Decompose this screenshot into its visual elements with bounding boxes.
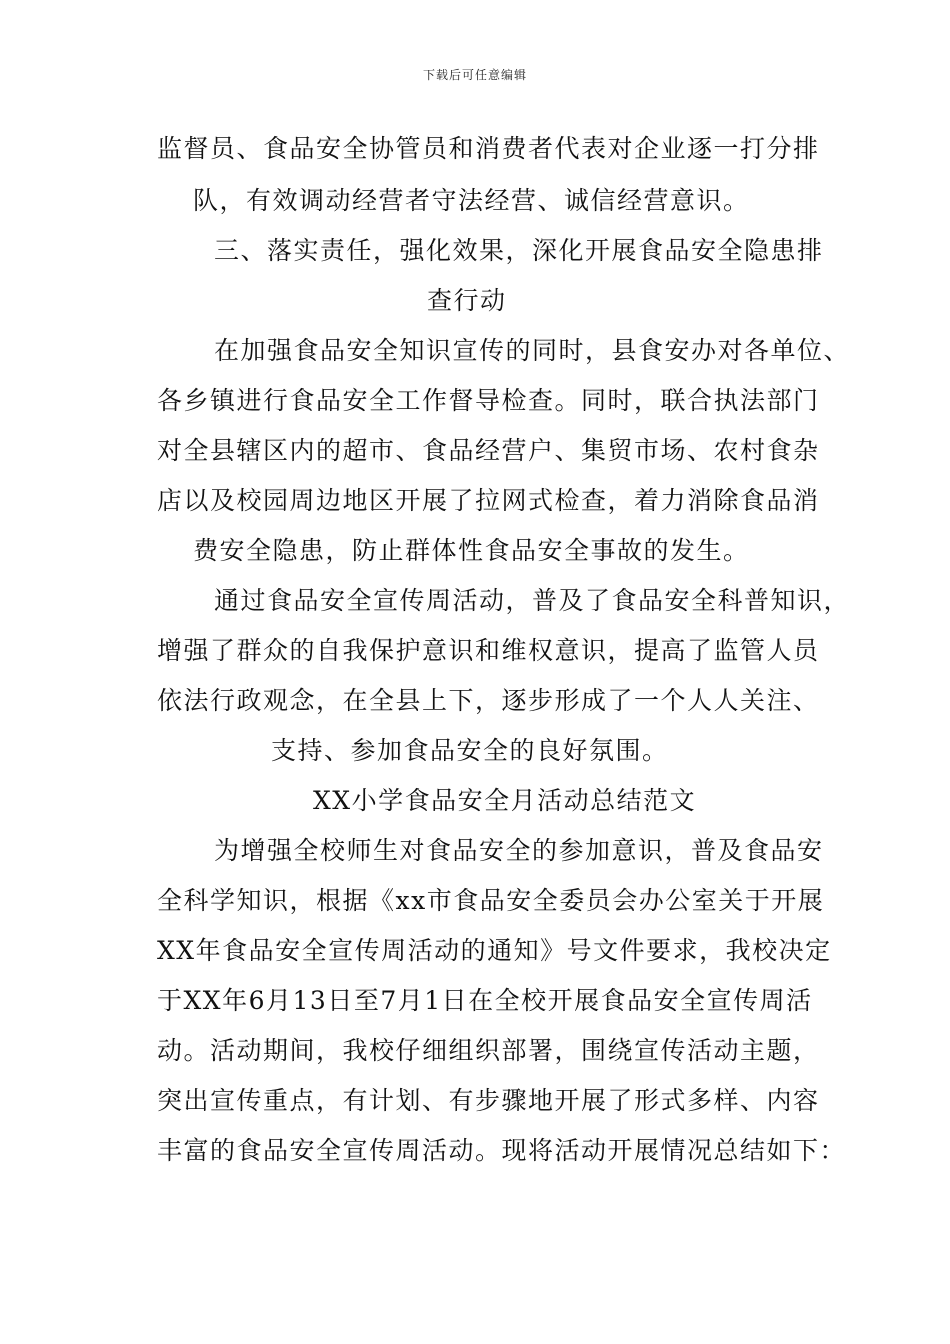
body-line: 监督员、食品安全协管员和消费者代表对企业逐一打分排: [157, 134, 820, 163]
section-heading: 查行动: [427, 286, 507, 315]
body-line: 支持、参加食品安全的良好氛围。: [271, 736, 669, 765]
body-line: 对全县辖区内的超市、食品经营户、集贸市场、农村食杂: [157, 436, 820, 465]
body-line: 为增强全校师生对食品安全的参加意识，普及食品安: [214, 836, 824, 865]
body-line: 队，有效调动经营者守法经营、诚信经营意识。: [193, 186, 750, 215]
page-header: 下载后可任意编辑: [422, 68, 527, 82]
section-heading: 三、落实责任，强化效果，深化开展食品安全隐患排: [214, 236, 824, 265]
body-line: 各乡镇进行食品安全工作督导检查。同时，联合执法部门: [157, 386, 820, 415]
body-line: 费安全隐患，防止群体性食品安全事故的发生。: [193, 536, 750, 565]
body-line: 依法行政观念，在全县上下，逐步形成了一个人人关注、: [157, 686, 820, 715]
body-line: XX年食品安全宣传周活动的通知》号文件要求，我校决定: [157, 936, 832, 965]
body-line: 于XX年6月13日至7月1日在全校开展食品安全宣传周活: [157, 986, 813, 1015]
body-line: 在加强食品安全知识宣传的同时，县食安办对各单位、: [214, 336, 851, 365]
body-line: 全科学知识，根据《xx市食品安全委员会办公室关于开展: [157, 886, 825, 915]
body-line: 突出宣传重点，有计划、有步骤地开展了形式多样、内容: [157, 1086, 820, 1115]
body-line: 增强了群众的自我保护意识和维权意识，提高了监管人员: [157, 636, 820, 665]
article-title: XX小学食品安全月活动总结范文: [313, 786, 697, 815]
body-line: 丰富的食品安全宣传周活动。现将活动开展情况总结如下：: [157, 1136, 847, 1165]
body-line: 店以及校园周边地区开展了拉网式检查，着力消除食品消: [157, 486, 820, 515]
body-line: 通过食品安全宣传周活动，普及了食品安全科普知识，: [214, 586, 851, 615]
body-line: 动。活动期间，我校仔细组织部署，围绕宣传活动主题，: [157, 1036, 820, 1065]
